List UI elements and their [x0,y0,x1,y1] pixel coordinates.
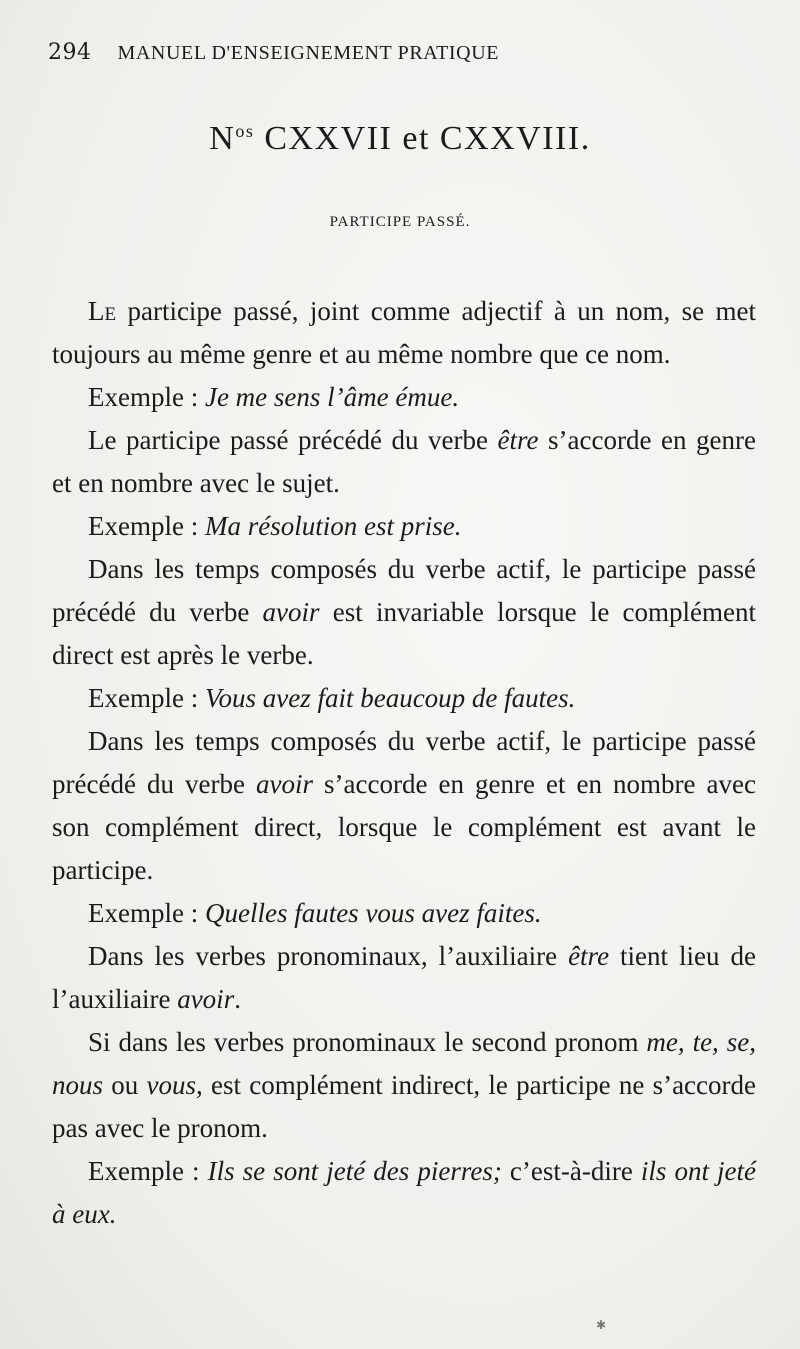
example-5 [52,1150,756,1236]
paragraph-2 [52,419,756,505]
example-text: Vous avez fait beaucoup de fautes. [204,683,576,713]
paragraph-6 [52,1021,756,1150]
example-text: Je me sens l’âme émue. [204,382,460,412]
example-2 [52,505,756,548]
example-text: ils ont jeté à eux. [52,1156,756,1229]
paragraph-1 [52,290,756,376]
ink-speck-icon: ✱ [596,1318,607,1332]
page-number: 294 [48,40,92,65]
section-title-sup: os [235,121,255,141]
paragraph-text: tient lieu de l’auxiliaire [52,941,756,1014]
paragraph-5 [52,935,756,1021]
lead-word: Le [88,296,117,326]
paragraph-4 [52,720,756,892]
paragraph-text: Dans les verbes pronominaux, l’auxiliaire [88,941,569,971]
paragraph-text: s’accorde en genre et en nombre avec le sujet. [52,425,756,498]
section-title-main: CXXVII et CXXVIII. [264,120,591,157]
running-header [48,40,688,65]
example-3 [52,677,756,720]
paragraph-text: . [234,984,241,1014]
italic-term: être [568,941,610,971]
example-text: Quelles fautes vous avez faites. [204,898,542,928]
example-4 [52,892,756,935]
italic-term: être [497,425,539,455]
subheading: PARTICIPE PASSÉ. [329,214,471,230]
paragraph-text: participe passé, joint comme adjectif à un nom, se met toujours au même genre et au même nombre que ce nom. [52,296,756,369]
italic-term: avoir [262,597,320,627]
italic-term: vous [146,1070,197,1100]
body-text [52,290,756,1236]
example-connector: c’est-à-dire [501,1156,641,1186]
example-label: Exemple : [88,382,205,412]
paragraph-text: Si dans les verbes pronominaux le second pronom [88,1027,647,1057]
italic-term: avoir [256,769,313,799]
example-1 [52,376,756,419]
paragraph-text: Dans les temps composés du verbe actif, le participe passé précédé du verbe [52,726,756,799]
paragraph-text: Le participe passé précédé du verbe [88,425,498,455]
example-label: Exemple : [88,511,205,541]
paragraph-text: Dans les temps composés du verbe actif, le participe passé précédé du verbe [52,554,756,627]
example-label: Exemple : [88,683,205,713]
paragraph-text: , est complément indirect, le participe ne s’accorde pas avec le pronom. [52,1070,756,1143]
paragraph-text: s’accorde en genre et en nombre avec son complément direct, lorsque le complément est avant le participe. [52,769,757,885]
italic-term: avoir [177,984,235,1014]
example-label: Exemple : [88,898,205,928]
section-title-prefix: N [209,120,236,157]
paragraph-3 [52,548,756,677]
example-label: Exemple : [88,1156,208,1186]
paragraph-text: est invariable lorsque le complément direct est après le verbe. [52,597,756,670]
paragraph-text: ou [103,1070,147,1100]
italic-term: me, te, se, nous [52,1027,756,1100]
example-text: Ils se sont jeté des pierres; [207,1156,502,1186]
example-text: Ma résolution est prise. [204,511,462,541]
running-title: MANUEL D'ENSEIGNEMENT PRATIQUE [117,42,500,64]
section-title [0,120,800,158]
